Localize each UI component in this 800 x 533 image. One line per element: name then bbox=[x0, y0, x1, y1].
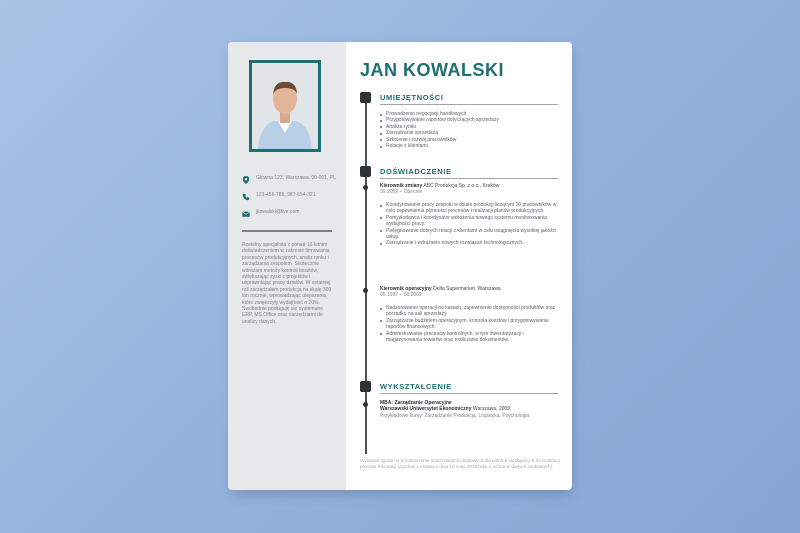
skills-icon bbox=[360, 92, 371, 103]
list-item: Analiza rynku bbox=[380, 124, 499, 130]
skills-list bbox=[380, 111, 499, 149]
section-title-experience: DOŚWIADCZENIE bbox=[380, 167, 452, 176]
list-item: Szkolenie i rozwój pracowników bbox=[380, 137, 499, 143]
phone-icon bbox=[242, 193, 250, 201]
job-company: ABC Produkcja Sp. z o.o., Kraków bbox=[423, 183, 500, 189]
list-item: Prowadzenie negocjacji handlowych bbox=[380, 111, 499, 117]
section-title-education: WYKSZTAŁCENIE bbox=[380, 382, 452, 391]
list-item: Przygotowywanie raportów dotyczących sprzedaży bbox=[380, 117, 499, 123]
email-icon bbox=[242, 210, 250, 218]
contact-address bbox=[242, 175, 336, 184]
school-name: Warszawski Uniwersytet Ekonomiczny bbox=[380, 406, 472, 413]
school-detail: Warszawa, 2009 bbox=[472, 406, 510, 413]
education-entry bbox=[380, 400, 560, 423]
timeline-line bbox=[365, 94, 367, 454]
job-entry bbox=[380, 286, 560, 303]
degree-name: MBA: Zarządzanie Operacyjne bbox=[380, 400, 452, 406]
timeline-dot bbox=[363, 288, 368, 293]
job-entry bbox=[380, 183, 560, 200]
job-company: Delta Supermarket, Warszawa bbox=[433, 286, 501, 292]
section-divider bbox=[380, 393, 558, 394]
briefcase-icon bbox=[360, 166, 371, 177]
list-item: Pomysłodawca i koordynator wdrożenia nowego systemu monitorowania wydajności pracy. bbox=[380, 215, 560, 228]
graduation-cap-icon bbox=[360, 381, 371, 392]
education-note: Przykładowe kursy: Zarządzanie Produkcją, Logistyka, Psychologia bbox=[380, 412, 530, 419]
email-text[interactable]: jkowalski@live.com bbox=[256, 209, 300, 215]
resume-document bbox=[228, 42, 572, 490]
phone-text: 123-456-789, 987-654-321 bbox=[256, 192, 316, 198]
job-title: Kierownik operacyjny bbox=[380, 286, 432, 292]
job-duties bbox=[380, 202, 560, 247]
list-item: Administrowanie procesów kontrolnych, w tym inwentaryzacji i magazynowania towarów oraz rozliczanie dokumentów. bbox=[380, 331, 560, 344]
resume-sidebar bbox=[228, 42, 346, 490]
job-title: Kierownik zmiany bbox=[380, 183, 423, 189]
job-duties bbox=[380, 305, 560, 343]
list-item: Relacje z klientami bbox=[380, 143, 499, 149]
candidate-name: JAN KOWALSKI bbox=[360, 60, 505, 80]
list-item: Koordynowanie pracy zespołu w dziale produkcji liczącym 20 pracowników w celu zapewnienia płynności procesów i realizacji planów produkcyjnych. bbox=[380, 202, 560, 215]
list-item: Zarządzanie sprzedażą bbox=[380, 130, 499, 136]
contact-email[interactable] bbox=[242, 209, 336, 218]
address-text: Główna 123, Warszawa, 00-001, PL bbox=[256, 175, 336, 181]
list-item: Pielęgnowanie dobrych relacji z klientami w celu osiągnięcia wysokiej jakości usług. bbox=[380, 228, 560, 241]
timeline-dot bbox=[363, 402, 368, 407]
list-item: Nadzorowanie operacji na kasach, zapewnienie dostępności produktów oraz porządku na sali sprzedaży. bbox=[380, 305, 560, 318]
sidebar-divider bbox=[242, 230, 332, 232]
list-item: Zarządzanie i wdrażanie nowych rozwiązań technologicznych. bbox=[380, 240, 560, 246]
location-pin-icon bbox=[242, 176, 250, 184]
contact-phone bbox=[242, 192, 336, 201]
job-date: 09.2009 – Obecnie bbox=[380, 189, 423, 196]
timeline-dot bbox=[363, 185, 368, 190]
section-divider bbox=[380, 104, 558, 105]
list-item: Zarządzanie budżetem operacyjnym, kontrola kosztów i przygotowywanie raportów finansowych. bbox=[380, 318, 560, 331]
person-portrait-icon bbox=[252, 63, 318, 149]
about-summary: Rzetelny specjalista z ponad 10-letnim doświadczeniem w zakresie firmowania procesów produkcyjnych, analiz rynku i zarządzania zespołem. Skutecznie wdrażam metody kontroli kosztów, zwiększając zyski z projektów i usprawniając pracę działów. W ostatniej roli zarządzałem produkcją na skalę 300 ton rocznie, wprowadzając ulepszenia, które zwiększyły wydajność o 20%. Swobodnie posługuję się systemami ERP, MS Office oraz narzędziami do analizy danych. bbox=[242, 242, 332, 325]
profile-photo bbox=[249, 60, 321, 152]
section-title-skills: UMIEJĘTNOŚCI bbox=[380, 93, 444, 102]
job-date: 05.1997 – 08.2009 bbox=[380, 292, 422, 299]
contact-block bbox=[242, 175, 336, 226]
gdpr-clause: Wyrażam zgodę na przetwarzanie moich danych osobowych dla potrzeb niezbędnych do realizacji procesu rekrutacji (zgodnie z ustawą z dnia 10 maja 2018 roku o ochronie danych osobowych). bbox=[360, 458, 560, 470]
section-divider bbox=[380, 178, 558, 179]
